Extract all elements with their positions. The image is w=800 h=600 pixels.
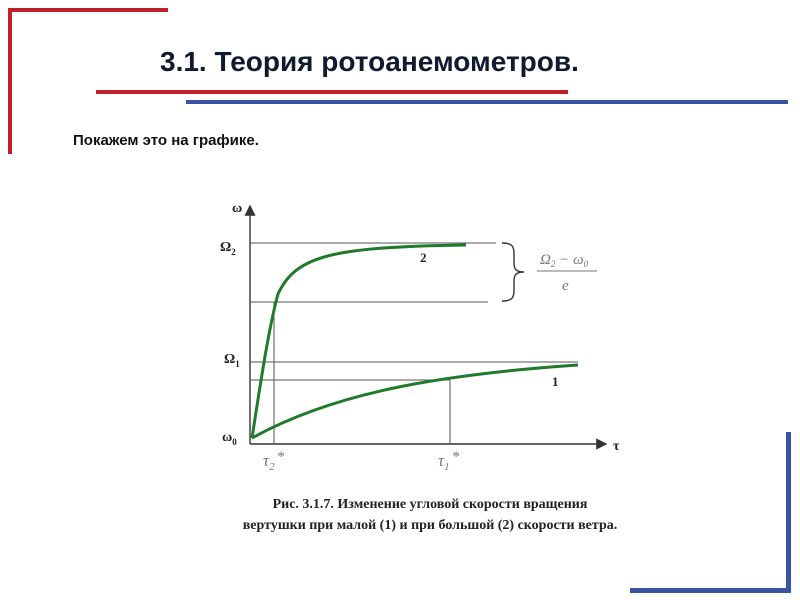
omega2-label: $\Omega_2$ <box>220 240 236 257</box>
x-axis-label: τ <box>613 439 620 454</box>
slide-title: 3.1. Теория ротоанемометров. <box>160 46 579 77</box>
tau1-star-label: $\tau_1*$ <box>438 449 460 473</box>
formula-denominator: e <box>562 278 569 294</box>
omega0-label: $\omega_0$ <box>222 430 237 447</box>
curve-2-label: 2 <box>420 250 427 265</box>
formula <box>537 252 597 294</box>
y-axis-label: ω <box>232 201 243 216</box>
caption-line-1: Рис. 3.1.7. Изменение угловой скорости вращения <box>272 497 588 512</box>
tau2-star-label: $\tau_2*$ <box>263 449 285 473</box>
omega1-label: $\Omega_1$ <box>224 352 240 369</box>
guide-lines <box>250 243 578 444</box>
slide-subtitle: Покажем это на графике. <box>73 132 259 149</box>
curve-2 <box>252 245 466 438</box>
formula-numerator: $\Omega_2 - \omega_0$ <box>540 252 589 269</box>
caption-line-2: вертушки при малой (1) и при большой (2) скорости ветра. <box>242 518 618 533</box>
curve-1-label: 1 <box>552 374 559 389</box>
curly-brace <box>502 243 524 301</box>
curve-1 <box>252 365 578 438</box>
figure-caption <box>170 494 690 536</box>
